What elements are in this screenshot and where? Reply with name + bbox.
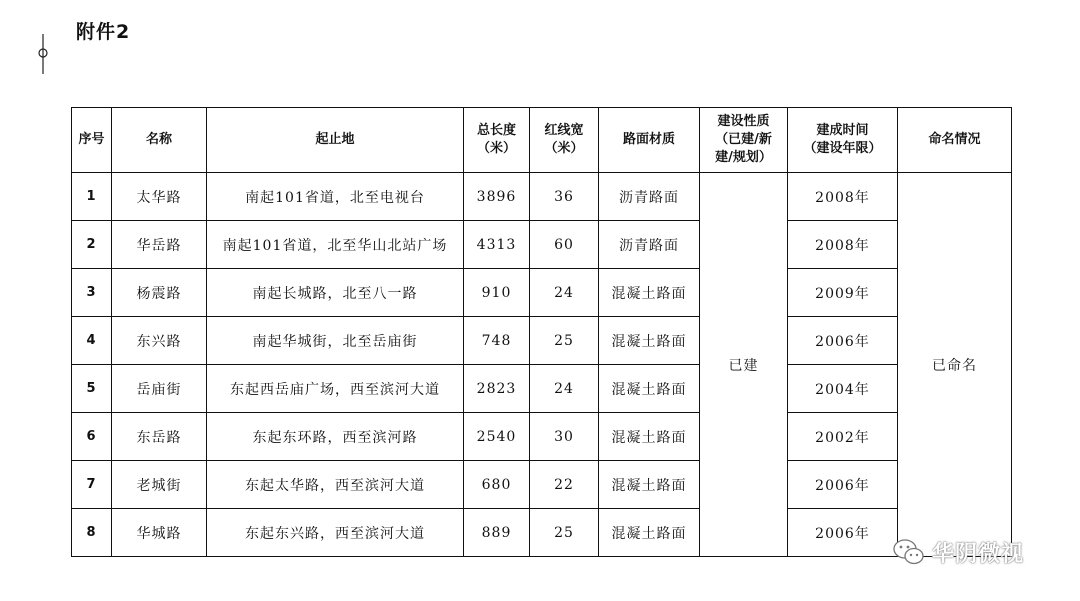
cell-length: 2823 (464, 365, 530, 413)
cell-route: 东起西岳庙广场，西至滨河大道 (207, 365, 464, 413)
cell-surface: 混凝土路面 (599, 365, 700, 413)
cell-time: 2009年 (788, 269, 898, 317)
attachment-title: 附件2 (76, 21, 131, 43)
header-no: 序号 (72, 108, 112, 173)
cell-length: 3896 (464, 173, 530, 221)
header-nature-line1: 建设性质 (717, 114, 770, 129)
header-width (530, 108, 599, 173)
cell-length: 910 (464, 269, 530, 317)
table-row (72, 221, 1012, 269)
header-length (464, 108, 530, 173)
header-time-line2: （建设年限） (803, 141, 882, 156)
cell-time: 2002年 (788, 413, 898, 461)
header-width-line2: （米） (544, 141, 584, 156)
cell-length: 4313 (464, 221, 530, 269)
table-row (72, 269, 1012, 317)
header-width-line1: 红线宽 (544, 123, 584, 138)
cell-no: 8 (72, 509, 112, 557)
header-nature-line3: 建/规划） (715, 150, 772, 165)
binding-mark-icon (32, 34, 54, 74)
cell-nature-merged: 已建 (700, 173, 788, 557)
cell-time: 2008年 (788, 221, 898, 269)
cell-time: 2004年 (788, 365, 898, 413)
cell-surface: 混凝土路面 (599, 413, 700, 461)
cell-name: 东兴路 (112, 317, 207, 365)
cell-route: 南起101省道，北至电视台 (207, 173, 464, 221)
cell-width: 25 (530, 317, 599, 365)
cell-no: 6 (72, 413, 112, 461)
cell-time: 2006年 (788, 509, 898, 557)
cell-surface: 混凝土路面 (599, 269, 700, 317)
header-time-line1: 建成时间 (816, 123, 869, 138)
cell-route: 东起太华路，西至滨河大道 (207, 461, 464, 509)
header-route: 起止地 (207, 108, 464, 173)
header-surface: 路面材质 (599, 108, 700, 173)
table-row (72, 413, 1012, 461)
header-nature-line2: （已建/新 (715, 132, 772, 147)
cell-no: 2 (72, 221, 112, 269)
cell-surface: 沥青路面 (599, 221, 700, 269)
cell-name: 杨震路 (112, 269, 207, 317)
cell-no: 4 (72, 317, 112, 365)
cell-length: 2540 (464, 413, 530, 461)
cell-no: 3 (72, 269, 112, 317)
cell-route: 东起东兴路，西至滨河大道 (207, 509, 464, 557)
table-row (72, 365, 1012, 413)
cell-surface: 混凝土路面 (599, 509, 700, 557)
cell-naming-merged: 已命名 (898, 173, 1012, 557)
cell-no: 1 (72, 173, 112, 221)
table-row (72, 173, 1012, 221)
table-row (72, 317, 1012, 365)
header-name: 名称 (112, 108, 207, 173)
wechat-icon (892, 537, 926, 567)
cell-name: 老城街 (112, 461, 207, 509)
cell-surface: 混凝土路面 (599, 317, 700, 365)
cell-surface: 混凝土路面 (599, 461, 700, 509)
cell-name: 华城路 (112, 509, 207, 557)
cell-time: 2008年 (788, 173, 898, 221)
cell-no: 5 (72, 365, 112, 413)
cell-width: 24 (530, 269, 599, 317)
cell-width: 24 (530, 365, 599, 413)
watermark (892, 536, 1024, 568)
header-naming: 命名情况 (898, 108, 1012, 173)
cell-name: 华岳路 (112, 221, 207, 269)
header-time (788, 108, 898, 173)
cell-route: 南起101省道，北至华山北站广场 (207, 221, 464, 269)
cell-width: 30 (530, 413, 599, 461)
cell-width: 36 (530, 173, 599, 221)
cell-route: 南起长城路，北至八一路 (207, 269, 464, 317)
cell-no: 7 (72, 461, 112, 509)
watermark-text: 华阴微视 (932, 541, 1025, 567)
road-table (71, 107, 1012, 557)
header-length-line1: 总长度 (476, 123, 516, 138)
cell-surface: 沥青路面 (599, 173, 700, 221)
table-header-row (72, 108, 1012, 173)
cell-length: 889 (464, 509, 530, 557)
cell-name: 东岳路 (112, 413, 207, 461)
header-length-line2: （米） (476, 141, 516, 156)
cell-length: 680 (464, 461, 530, 509)
cell-length: 748 (464, 317, 530, 365)
cell-route: 东起东环路，西至滨河路 (207, 413, 464, 461)
cell-width: 25 (530, 509, 599, 557)
cell-name: 太华路 (112, 173, 207, 221)
header-nature (700, 108, 788, 173)
cell-route: 南起华城街，北至岳庙街 (207, 317, 464, 365)
cell-width: 22 (530, 461, 599, 509)
cell-name: 岳庙街 (112, 365, 207, 413)
table-row (72, 509, 1012, 557)
cell-width: 60 (530, 221, 599, 269)
cell-time: 2006年 (788, 317, 898, 365)
cell-time: 2006年 (788, 461, 898, 509)
table-row (72, 461, 1012, 509)
